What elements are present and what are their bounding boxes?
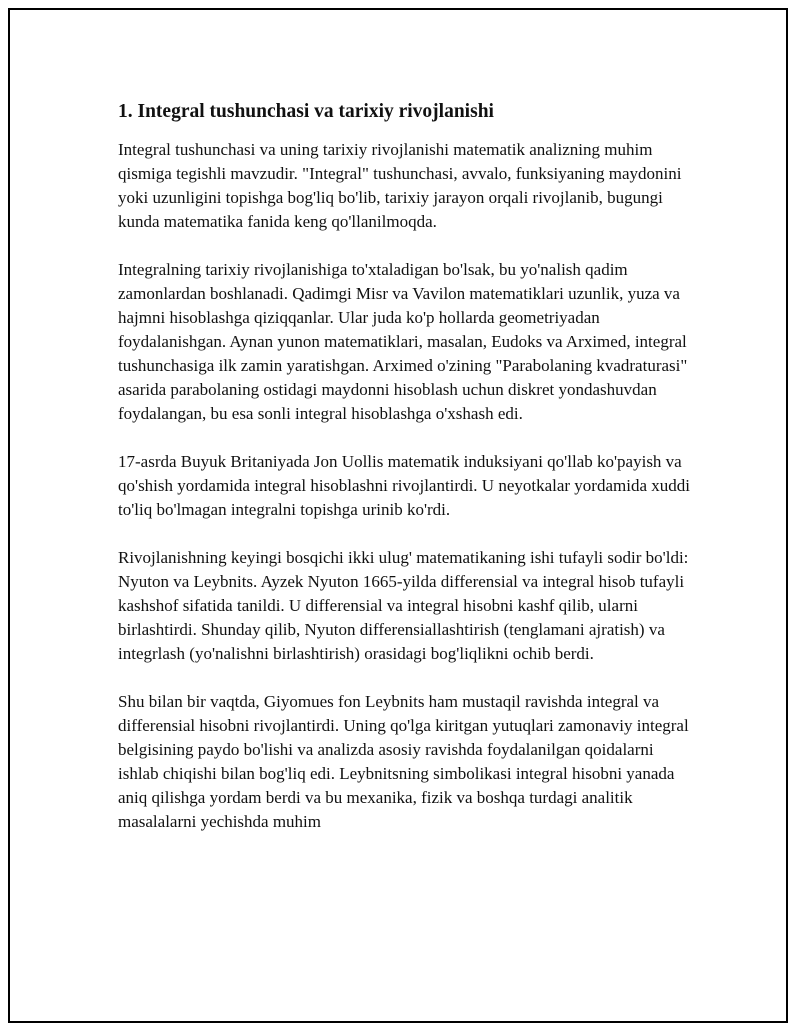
paragraph-wallis: 17-asrda Buyuk Britaniyada Jon Uollis matematik induksiyani qo'llab ko'payish va qo'shish yordamida integral hisoblashni rivojlantirdi. U neyotkalar yordamida xuddi to'liq bo'lmagan integralni topishga urinib ko'rdi. <box>118 452 690 519</box>
page-border <box>8 8 788 1023</box>
paragraph-leibniz: Shu bilan bir vaqtda, Giyomues fon Leybnits ham mustaqil ravishda integral va differensial hisobni rivojlantirdi. Uning qo'lga kiritgan yutuqlari zamonaviy integral belgisining paydo bo'lishi va analizda asosiy ravishda foydalanilgan qoidalarni ishlab chiqishi bilan bog'liq edi. Leybnitsning simbolikasi integral hisobni yanada aniq qilishga yordam berdi va bu mexanika, fizik va boshqa turdagi analitik masalalarni yechishda muhim <box>118 692 689 831</box>
document-body <box>118 100 698 858</box>
section-heading: 1. Integral tushunchasi va tarixiy rivojlanishi <box>118 101 494 122</box>
paragraph-newton: Rivojlanishning keyingi bosqichi ikki ulug' matematikaning ishi tufayli sodir bo'ldi: Nyuton va Leybnits. Ayzek Nyuton 1665-yilda differensial va integral hisob tufayli kashshof sifatida tanildi. U differensial va integral hisobni kashf qilib, ularni birlashtirdi. Shunday qilib, Nyuton differensiallashtirish (tenglamani ajratish) va integrlash (yo'nalishni birlashtirish) orasidagi bog'liqlikni ochib berdi. <box>118 548 689 663</box>
paragraph-intro: Integral tushunchasi va uning tarixiy rivojlanishi matematik analizning muhim qismiga tegishli mavzudir. "Integral" tushunchasi, avvalo, funksiyaning maydonini yoki uzunligini topishga bog'liq bo'lib, tarixiy jarayon orqali rivojlanib, bugungi kunda matematika fanida keng qo'llanilmoqda. <box>118 140 682 231</box>
paragraph-ancient-history: Integralning tarixiy rivojlanishiga to'xtaladigan bo'lsak, bu yo'nalish qadim zamonlardan boshlanadi. Qadimgi Misr va Vavilon matematiklari uzunlik, yuza va hajmni hisoblashga qiziqqanlar. Ular juda ko'p hollarda geometriyadan foydalanishgan. Aynan yunon matematiklari, masalan, Eudoks va Arximed, integral tushunchasiga ilk zamin yaratishgan. Arximed o'zining "Parabolaning kvadraturasi" asarida parabolaning ostidagi maydonni hisoblash uchun diskret yondashuvdan foydalangan, bu esa sonli integral hisoblashga o'xshash edi. <box>118 260 688 423</box>
